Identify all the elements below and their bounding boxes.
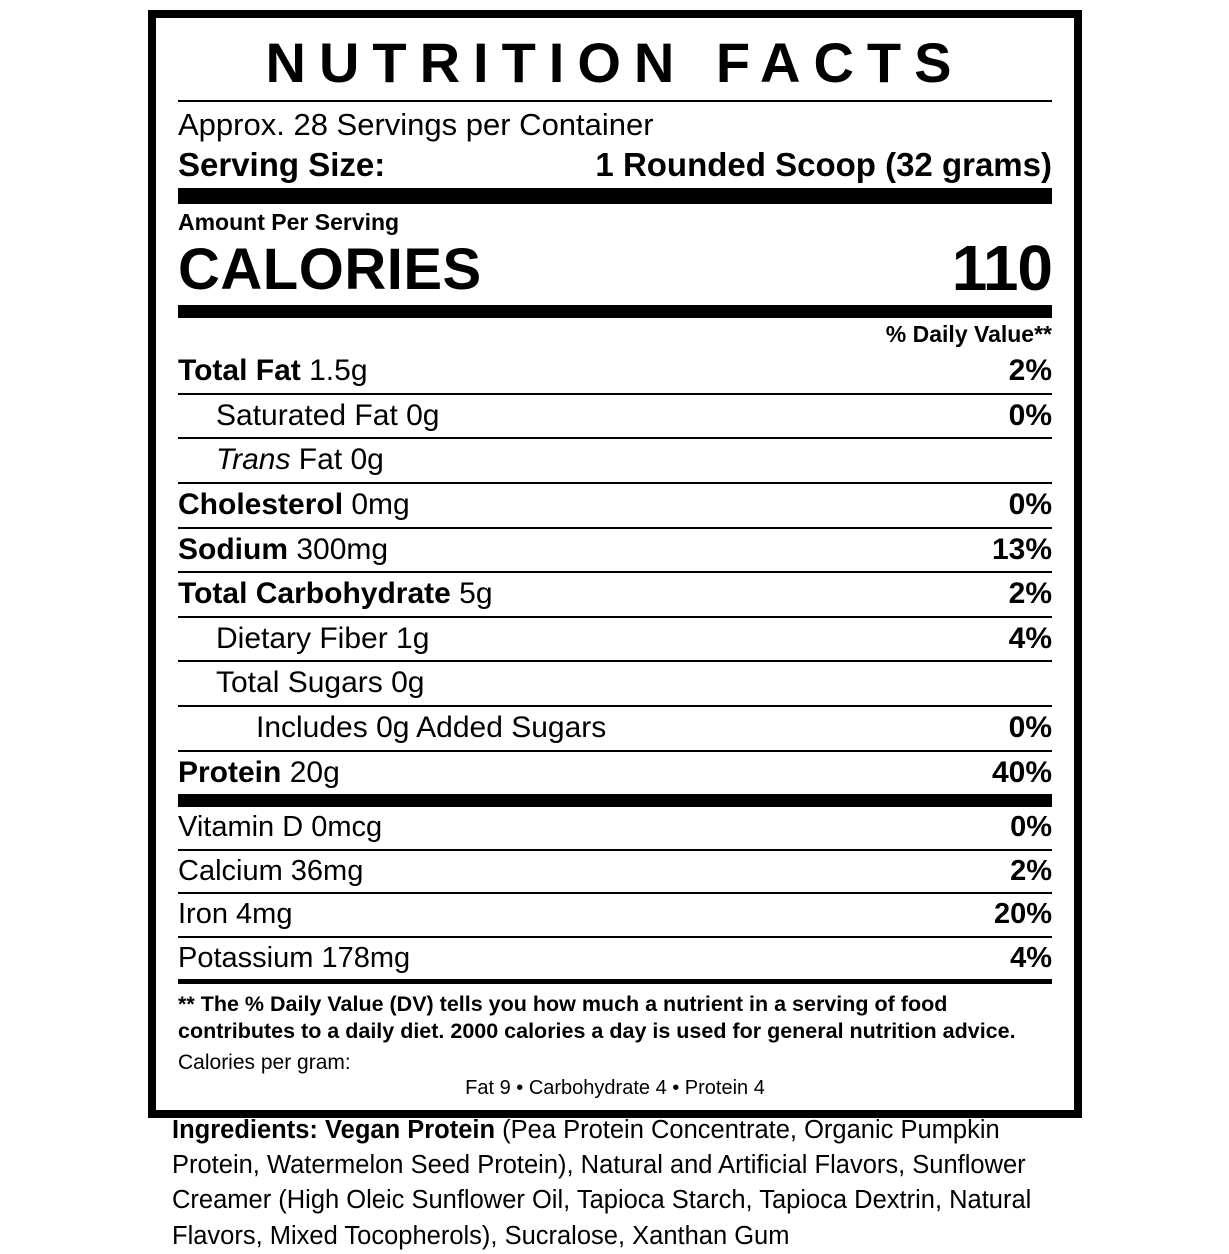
amount-per-serving-label: Amount Per Serving [178, 208, 400, 235]
nutrient-row [178, 527, 1052, 572]
nutrient-row [178, 616, 1052, 661]
nutrient-row [178, 350, 1052, 393]
nutrient-label: Saturated Fat 0g [216, 398, 440, 432]
nutrition-facts-panel [148, 10, 1082, 1118]
serving-size-label: Serving Size: [178, 145, 386, 183]
nutrient-label: Dietary Fiber 1g [216, 621, 430, 655]
nutrient-daily-value: 40% [991, 755, 1052, 789]
vitamin-label: Calcium 36mg [178, 854, 364, 887]
nutrient-label: Sodium 300mg [178, 532, 389, 566]
nutrient-table [178, 350, 1052, 794]
nutrient-daily-value: 0% [1008, 398, 1052, 432]
serving-size-value: 1 Rounded Scoop (32 grams) [595, 145, 1052, 183]
nutrient-daily-value: 2% [1008, 577, 1052, 611]
nutrient-row [178, 437, 1052, 482]
servings-per-container: Approx. 28 Servings per Container [178, 107, 654, 143]
nutrient-label: Total Fat 1.5g [178, 354, 368, 388]
vitamin-label: Iron 4mg [178, 898, 293, 931]
calories-per-gram-label: Calories per gram: [178, 1050, 351, 1074]
nutrient-row [178, 660, 1052, 705]
nutrient-label: Protein 20g [178, 755, 340, 789]
daily-value-footnote: ** The % Daily Value (DV) tells you how much a nutrient in a serving of food contributes to a daily diet. 2000 calories a day is used for general nutrition advice. [178, 992, 1016, 1043]
vitamin-daily-value: 0% [1010, 811, 1052, 844]
page-title: NUTRITION FACTS [265, 31, 965, 94]
vitamin-row [178, 892, 1052, 935]
nutrient-row [178, 393, 1052, 438]
calories-value: 110 [951, 231, 1052, 304]
nutrient-row [178, 705, 1052, 750]
ingredients-statement [172, 1113, 1067, 1254]
daily-value-header: % Daily Value** [885, 321, 1052, 348]
vitamin-table [178, 807, 1052, 979]
nutrient-row [178, 571, 1052, 616]
vitamin-row [178, 807, 1052, 848]
divider-thick-calories [178, 305, 1052, 318]
nutrient-row [178, 482, 1052, 527]
nutrient-daily-value: 0% [1008, 488, 1052, 522]
nutrient-label: Includes 0g Added Sugars [256, 711, 607, 745]
calories-per-gram-values: Fat 9 • Carbohydrate 4 • Protein 4 [465, 1077, 765, 1100]
divider-thick-top [178, 188, 1052, 204]
ingredients-text: (Pea Protein Concentrate, Organic Pumpkin Protein, Watermelon Seed Protein), Natural and Artificial Flavors, Sunflower Creamer (High Oleic Sunflower Oil, Tapioca Starch, Tapioca Dextrin, Natural Flavors, Mixed Tocopherols), Sucralose, Xanthan Gum [172, 1116, 1032, 1250]
calories-row [178, 231, 1052, 306]
nutrient-daily-value: 4% [1008, 621, 1052, 655]
nutrient-label: Cholesterol 0mg [178, 488, 410, 522]
vitamin-label: Vitamin D 0mcg [178, 811, 383, 844]
vitamin-daily-value: 2% [1010, 854, 1052, 887]
nutrient-daily-value: 0% [1008, 711, 1052, 745]
nutrient-row [178, 750, 1052, 795]
vitamin-daily-value: 4% [1010, 941, 1052, 974]
vitamin-label: Potassium 178mg [178, 941, 411, 974]
serving-size-row [178, 146, 1052, 188]
calories-label: CALORIES [178, 237, 482, 303]
nutrient-label: Total Sugars 0g [216, 666, 425, 700]
ingredients-heading: Ingredients: [172, 1116, 318, 1144]
vitamin-row [178, 936, 1052, 979]
divider-thick-protein [178, 794, 1052, 807]
nutrient-daily-value: 2% [1008, 354, 1052, 388]
vitamin-row [178, 849, 1052, 892]
nutrient-daily-value: 13% [991, 532, 1052, 566]
nutrient-label: Total Carbohydrate 5g [178, 577, 493, 611]
ingredients-highlight: Vegan Protein [325, 1116, 496, 1144]
vitamin-daily-value: 20% [993, 898, 1052, 931]
nutrient-label: Trans Fat 0g [216, 443, 384, 477]
